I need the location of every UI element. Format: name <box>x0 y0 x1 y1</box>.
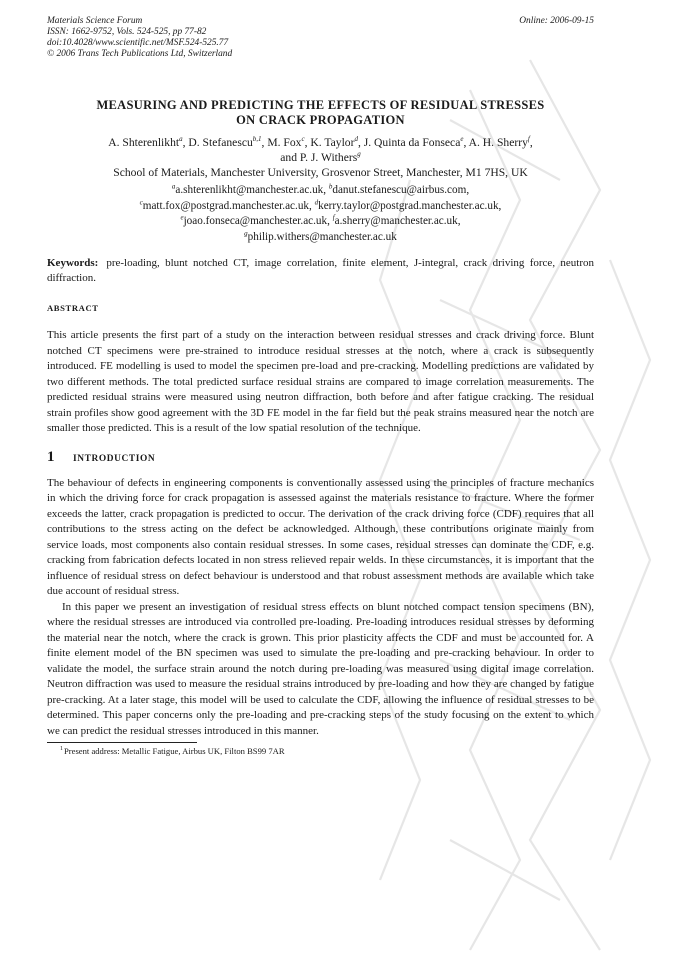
title-line-1: MEASURING AND PREDICTING THE EFFECTS OF RESIDUAL STRESSES <box>96 98 545 112</box>
section-title: INTRODUCTION <box>73 453 156 464</box>
email-marker: f <box>332 213 335 222</box>
author-superscript: g <box>357 150 361 159</box>
email-link[interactable]: joao.fonseca@manchester.ac.uk <box>183 215 328 227</box>
email-link[interactable]: kerry.taylor@postgrad.manchester.ac.uk <box>318 199 499 212</box>
section-heading-introduction <box>47 449 594 466</box>
email-link[interactable]: a.sherry@manchester.ac.uk <box>334 215 458 227</box>
author-conjunction: and <box>280 151 298 164</box>
affiliation: School of Materials, Manchester University, Grosvenor Street, Manchester, M1 7HS, UK <box>113 166 528 179</box>
journal-name: Materials Science Forum <box>47 16 143 26</box>
email-marker: a <box>171 182 176 191</box>
journal-header <box>47 16 594 60</box>
abstract-text: This article presents the first part of a study on the interaction between residual stresses and crack driving force. Blunt notched CT specimens were pre-strained to introduce residual stresses at the notch, where a crack is subsequently introduced. FE modelling is used to model the specimen pre-load and pre-cracking. Modelling predictions are validated by two different methods. The total predicted surface residual strains are compared to image correlation measurements. The predicted residual strains were measured using neutron diffraction, both before and after fatigue cracking. The residual strain profiles show good agreement with the 3D FE model in the far field but the peak strains measured near the notch are smaller those predicted. This is a result of the low spatial resolution of the technique. <box>47 329 594 434</box>
author-superscript: c <box>301 135 305 144</box>
author-superscript: d <box>354 135 358 144</box>
email-link[interactable]: a.shterenlikht@manchester.ac.uk <box>175 184 324 196</box>
footnote <box>47 746 594 757</box>
email-marker: d <box>314 197 319 206</box>
email-link[interactable]: matt.fox@postgrad.manchester.ac.uk <box>142 199 310 212</box>
author-name: K. Taylor <box>310 136 355 149</box>
footnote-marker: 1 <box>60 746 63 753</box>
author-name: D. Stefanescu <box>188 136 253 149</box>
author-superscript: a <box>179 135 183 144</box>
section-number: 1 <box>47 448 55 465</box>
email-link[interactable]: philip.withers@manchester.ac.uk <box>247 230 397 243</box>
issn-line: ISSN: 1662-9752, Vols. 524-525, pp 77-82 <box>47 27 207 37</box>
author-name: P. J. Withers <box>299 151 358 164</box>
author-name: J. Quinta da Fonseca <box>363 136 461 149</box>
keywords-text: pre-loading, blunt notched CT, image correlation, finite element, J-integral, crack driving force, neutron diffraction. <box>47 257 594 284</box>
online-date: Online: 2006-09-15 <box>519 16 594 26</box>
paper-title <box>57 98 584 128</box>
author-name: A. H. Sherry <box>468 136 528 149</box>
footnote-text: Present address: Metallic Fatigue, Airbus UK, Filton BS99 7AR <box>64 746 285 756</box>
keywords-block <box>47 256 594 286</box>
email-link[interactable]: danut.stefanescu@airbus.com <box>332 184 467 196</box>
journal-info <box>47 16 232 60</box>
footnote-rule <box>47 742 197 743</box>
email-marker: c <box>139 197 143 206</box>
email-marker: b <box>328 182 333 191</box>
author-superscript: b,1 <box>252 135 262 144</box>
author-name: M. Fox <box>267 136 302 149</box>
keywords-label: Keywords: <box>47 257 99 269</box>
author-superscript: f <box>527 135 530 144</box>
email-marker: e <box>180 213 184 222</box>
author-name: A. Shterenlikht <box>108 136 180 149</box>
abstract-heading: ABSTRACT <box>47 303 99 313</box>
intro-paragraph-2: In this paper we present an investigation of residual stress effects on blunt notched compact tension specimens (BN), where the residual stresses are introduced via controlled pre-loading. Pre-loading introduces residual stresses by deforming the material near the notch, where the crack is grown. This prior plasticity affects the CDF and must be accounted for. A finite element model of the BN specimen was used to simulate the pre-loading and pre-cracking behaviour. In order to validate the model, the surface strain around the notch during pre-loading was measured using digital image correlation. Neutron diffraction was used to measure the residual strains introduced by pre-loading and how they are changed by fatigue pre-cracking. At a later stage, this model will be used to calculate the CDF, allowing the influence of residual stresses to be determined. This paper concerns only the pre-loading and pre-cracking steps of the study focusing on the extent to which we can predict the residual stresses introduced in this manner. <box>47 600 594 737</box>
doi-link[interactable]: doi:10.4028/www.scientific.net/MSF.524-525.77 <box>47 38 229 48</box>
title-line-2: ON CRACK PROPAGATION <box>236 113 405 127</box>
intro-paragraph-1: The behaviour of defects in engineering components is conventionally assessed using the principles of fracture mechanics in which the driving force for crack propagation is assessed against the materials resistance to fracture. Where the former exceeds the latter, crack propagation is predicted to occur. The derivation of the crack driving force (CDF) requires that all contributions to the stress acting on the defect be acknowledged. Although, these contributions originate mainly from service loads, most components also contain residual stresses. In some cases, residual stresses can dominate the CDF, e.g. cracking from fabrication defects located in non stress relieved repair welds. In these circumstances, it is important that the influence of residual stress on defect behaviour is understood and that robust assessment methods are available which take due account of residual stress. <box>47 476 594 597</box>
author-list: A. Shterenlikht$^a$, D. Stefanescu$^{b,1}$, M. Fox$^c$, K. Taylor$^d$, J. Quinta da Fonseca$^e$, A. H. Sherry$^f$, and P. J. Withers$^g$ <box>108 135 533 164</box>
paper-page <box>47 16 594 757</box>
author-superscript: e <box>460 135 464 144</box>
email-list: $^a$a.shterenlikht@manchester.ac.uk, $^b$danut.stefanescu@airbus.com, $^c$matt.fox@postgrad.manchester.ac.uk, $^d$kerry.taylor@postgrad.manchester.ac.uk, $^e$joao.fonseca@manchester.ac.uk, $^f$a.sherry@manchester.ac.uk, $^g$philip.withers@manchester.ac.uk <box>139 182 502 243</box>
copyright-line: © 2006 Trans Tech Publications Ltd, Switzerland <box>47 49 233 59</box>
email-marker: g <box>244 228 248 237</box>
